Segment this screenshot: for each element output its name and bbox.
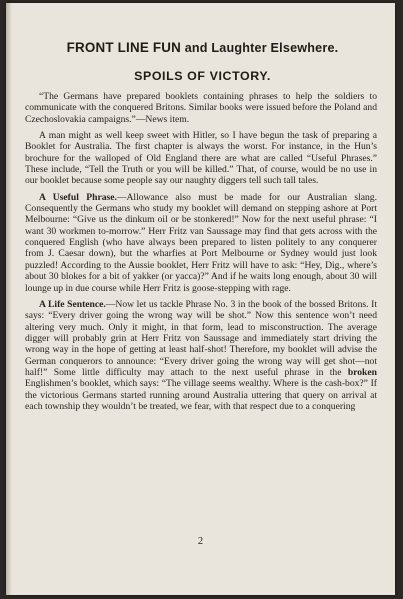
paragraph-useful-phrase-text: —Allowance also must be made for our Australian slang. Consequently the Germans who study my booklet will demand on stepping ashore at Port Melbourne: “Give us the dinkum oil or be stonkered!” Now for the next useful phrase: “I want 30 workmen to-morrow.” Herr Fritz van Saussage may find that gets across with the conquered English (who have always been prepared to listen politely to any conquerer from J. Caesar down), but the wharfies at Port Melbourne or Sydney would just look puzzled! According to the Aussie booklet, Herr Fritz will have to ask: “Hey, Dig., where’s about 30 blokes for a bit of yakker (or yacca)?” And if he waits long enough, about 30 will lounge up in due course while Herr Fritz is goose-stepping with rage. <box>25 191 378 294</box>
paragraph-life-sentence <box>25 299 377 412</box>
paragraph-intro: A man might as well keep sweet with Hitler, so I have begun the task of preparing a Booklet for Australia. The first chapter is always the worst. For instance, in the Hun’s brochure for the walloped of Old England there are what are called “Useful Phrases.” These include, “Tell the Truth or you will be killed.” That, of course, would be no use in our booklet because some people say our naughty diggers tell such tall tales. <box>25 130 377 187</box>
header-main: FRONT LINE FUN <box>66 40 181 55</box>
paragraph-news-quote: “The Germans have prepared booklets containing phrases to help the soldiers to communicate with the conquered Britons. Similar books were issued before the Poland and Czechoslovakia campaigns.”—News item. <box>25 91 377 125</box>
page-spine-shadow <box>6 3 12 595</box>
article-body <box>25 91 377 417</box>
book-page <box>6 3 395 595</box>
section-lead-useful-phrase: A Useful Phrase. <box>39 191 117 203</box>
paragraph-useful-phrase <box>25 192 377 294</box>
emphasis-broken: broken <box>347 366 377 378</box>
paragraph-life-sentence-text-b: Englishmen’s booklet, which says: “The village seems wealthy. Where is the cash-box?” If the victorious Germans started running around Australia uttering that query on arrival at each township they wouldn’t be treated, we fear, with that respect due to a conquering <box>25 378 377 412</box>
article-title: SPOILS OF VICTORY. <box>134 69 271 83</box>
header-rest: and Laughter Elsewhere. <box>181 41 339 55</box>
paragraph-life-sentence-text-a: —Now let us tackle Phrase No. 3 in the book of the bossed Britons. It says: “Every driver going the wrong way will be shot.” Now this sentence won’t need altering very much. Only it might, in that form, lead to misconstruction. The average digger will probably grin at Herr Fritz von Saussage and immediately start driving the wrong way in the hope of getting at least half-shot! Therefore, my booklet will advise the German conquerors to announce: “Every driver going the wrong way will get shot—not half!” Some little difficulty may attach to the next useful phrase in the <box>25 298 377 378</box>
page-number: 2 <box>197 536 204 547</box>
section-lead-life-sentence: A Life Sentence. <box>39 298 106 310</box>
running-header <box>16 40 389 55</box>
